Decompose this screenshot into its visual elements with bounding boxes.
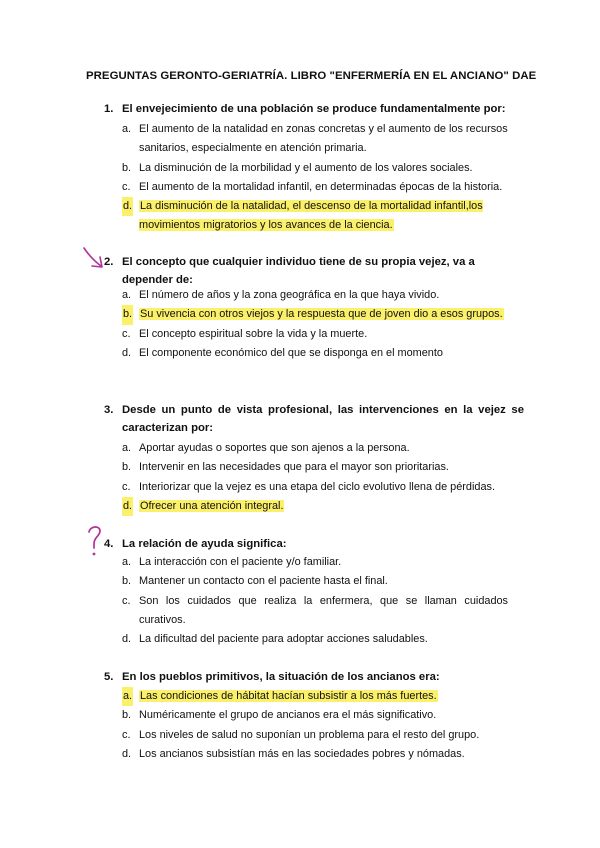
option-5c xyxy=(122,726,508,745)
options-q4 xyxy=(122,553,508,649)
question-3 xyxy=(104,401,524,437)
question-text: En los pueblos primitivos, la situación de los ancianos era: xyxy=(122,671,440,683)
option-3b xyxy=(122,458,508,477)
option-letter: c. xyxy=(122,594,131,607)
option-1c xyxy=(122,178,508,197)
option-letter: b. xyxy=(122,305,133,324)
option-letter: d. xyxy=(122,747,132,760)
option-1d xyxy=(122,197,508,236)
option-text: El componente económico del que se disponga en el momento xyxy=(139,346,443,359)
option-text: La interacción con el paciente y/o familiar. xyxy=(139,556,342,568)
option-text: El número de años y la zona geográfica en la que haya vivido. xyxy=(139,289,440,301)
question-text: La relación de ayuda significa: xyxy=(122,538,287,550)
option-text: La disminución de la morbilidad y el aumento de los valores sociales. xyxy=(139,161,473,174)
option-text: Son los cuidados que realiza la enfermera, que se llaman cuidados curativos. xyxy=(139,594,508,626)
option-letter: d. xyxy=(122,197,133,216)
option-4d xyxy=(122,630,508,649)
question-2 xyxy=(104,253,524,289)
question-text: El envejecimiento de una población se produce fundamentalmente por: xyxy=(122,103,506,115)
option-1b xyxy=(122,159,508,178)
option-text: El aumento de la natalidad en zonas concretas y el aumento de los recursos sanitarios, especialmente en atención primaria. xyxy=(139,123,508,155)
options-q1 xyxy=(122,120,508,236)
option-2d xyxy=(122,344,508,363)
option-text-highlighted: Su vivencia con otros viejos y la respuesta que de joven dio a esos grupos. xyxy=(140,308,503,321)
option-letter: c. xyxy=(122,480,131,493)
option-letter: a. xyxy=(122,289,132,301)
option-letter: a. xyxy=(122,687,133,706)
question-5 xyxy=(104,668,524,686)
option-letter: a. xyxy=(122,556,132,568)
option-letter: c. xyxy=(122,180,131,193)
option-letter: d. xyxy=(122,346,132,359)
option-5a xyxy=(122,687,508,706)
option-2b xyxy=(122,305,508,324)
option-letter: d. xyxy=(122,633,132,646)
question-4 xyxy=(104,535,524,553)
page-title: PREGUNTAS GERONTO-GERIATRÍA. LIBRO "ENFERMERÍA EN EL ANCIANO" DAE xyxy=(86,70,537,82)
option-text: El concepto espiritual sobre la vida y la muerte. xyxy=(139,327,368,340)
option-text: Los ancianos subsistían más en las sociedades pobres y nómadas. xyxy=(139,747,465,760)
handwritten-arrow-icon xyxy=(80,244,110,274)
option-2c xyxy=(122,325,508,344)
question-number: 4. xyxy=(104,538,114,550)
question-number: 1. xyxy=(104,103,114,115)
option-text: Numéricamente el grupo de ancianos era el más significativo. xyxy=(139,709,437,722)
question-number: 3. xyxy=(104,404,114,416)
option-letter: a. xyxy=(122,442,132,454)
option-letter: c. xyxy=(122,327,131,340)
question-number: 2. xyxy=(104,256,114,268)
option-letter: b. xyxy=(122,709,132,722)
option-3c xyxy=(122,478,508,497)
option-letter: c. xyxy=(122,728,131,741)
option-3d xyxy=(122,497,508,516)
option-letter: d. xyxy=(122,497,133,516)
option-text: Aportar ayudas o soportes que son ajenos a la persona. xyxy=(139,442,410,454)
option-4c xyxy=(122,592,508,631)
option-letter: b. xyxy=(122,461,132,474)
option-letter: a. xyxy=(122,123,132,135)
options-q5 xyxy=(122,687,508,764)
question-text: Desde un punto de vista profesional, las intervenciones en la vejez se caracterizan por: xyxy=(122,404,524,434)
option-text: Interiorizar que la vejez es una etapa del ciclo evolutivo llena de pérdidas. xyxy=(139,480,495,493)
option-5d xyxy=(122,745,508,764)
option-text: Los niveles de salud no suponían un problema para el resto del grupo. xyxy=(139,728,480,741)
option-text: El aumento de la mortalidad infantil, en determinadas épocas de la historia. xyxy=(139,180,503,193)
option-4b xyxy=(122,572,508,591)
option-1a xyxy=(122,120,508,159)
option-letter: b. xyxy=(122,575,132,588)
option-4a xyxy=(122,553,508,572)
option-text-highlighted: Ofrecer una atención integral. xyxy=(140,499,284,512)
options-q2 xyxy=(122,286,508,363)
option-2a xyxy=(122,286,508,305)
option-text-highlighted: Las condiciones de hábitat hacían subsistir a los más fuertes. xyxy=(140,690,437,702)
handwritten-question-mark-icon xyxy=(84,524,108,560)
option-3a xyxy=(122,439,508,458)
option-5b xyxy=(122,706,508,725)
option-text: La dificultad del paciente para adoptar acciones saludables. xyxy=(139,633,428,646)
question-number: 5. xyxy=(104,671,114,683)
option-text: Mantener un contacto con el paciente hasta el final. xyxy=(139,575,388,588)
option-letter: b. xyxy=(122,161,132,174)
options-q3 xyxy=(122,439,508,516)
option-text: Intervenir en las necesidades que para el mayor son prioritarias. xyxy=(139,461,449,474)
question-1 xyxy=(104,100,524,118)
question-text: El concepto que cualquier individuo tiene de su propia vejez, va a depender de: xyxy=(122,256,475,286)
option-text-highlighted: La disminución de la natalidad, el descenso de la mortalidad infantil,los movimientos migratorios y los avances de la ciencia. xyxy=(139,200,483,232)
